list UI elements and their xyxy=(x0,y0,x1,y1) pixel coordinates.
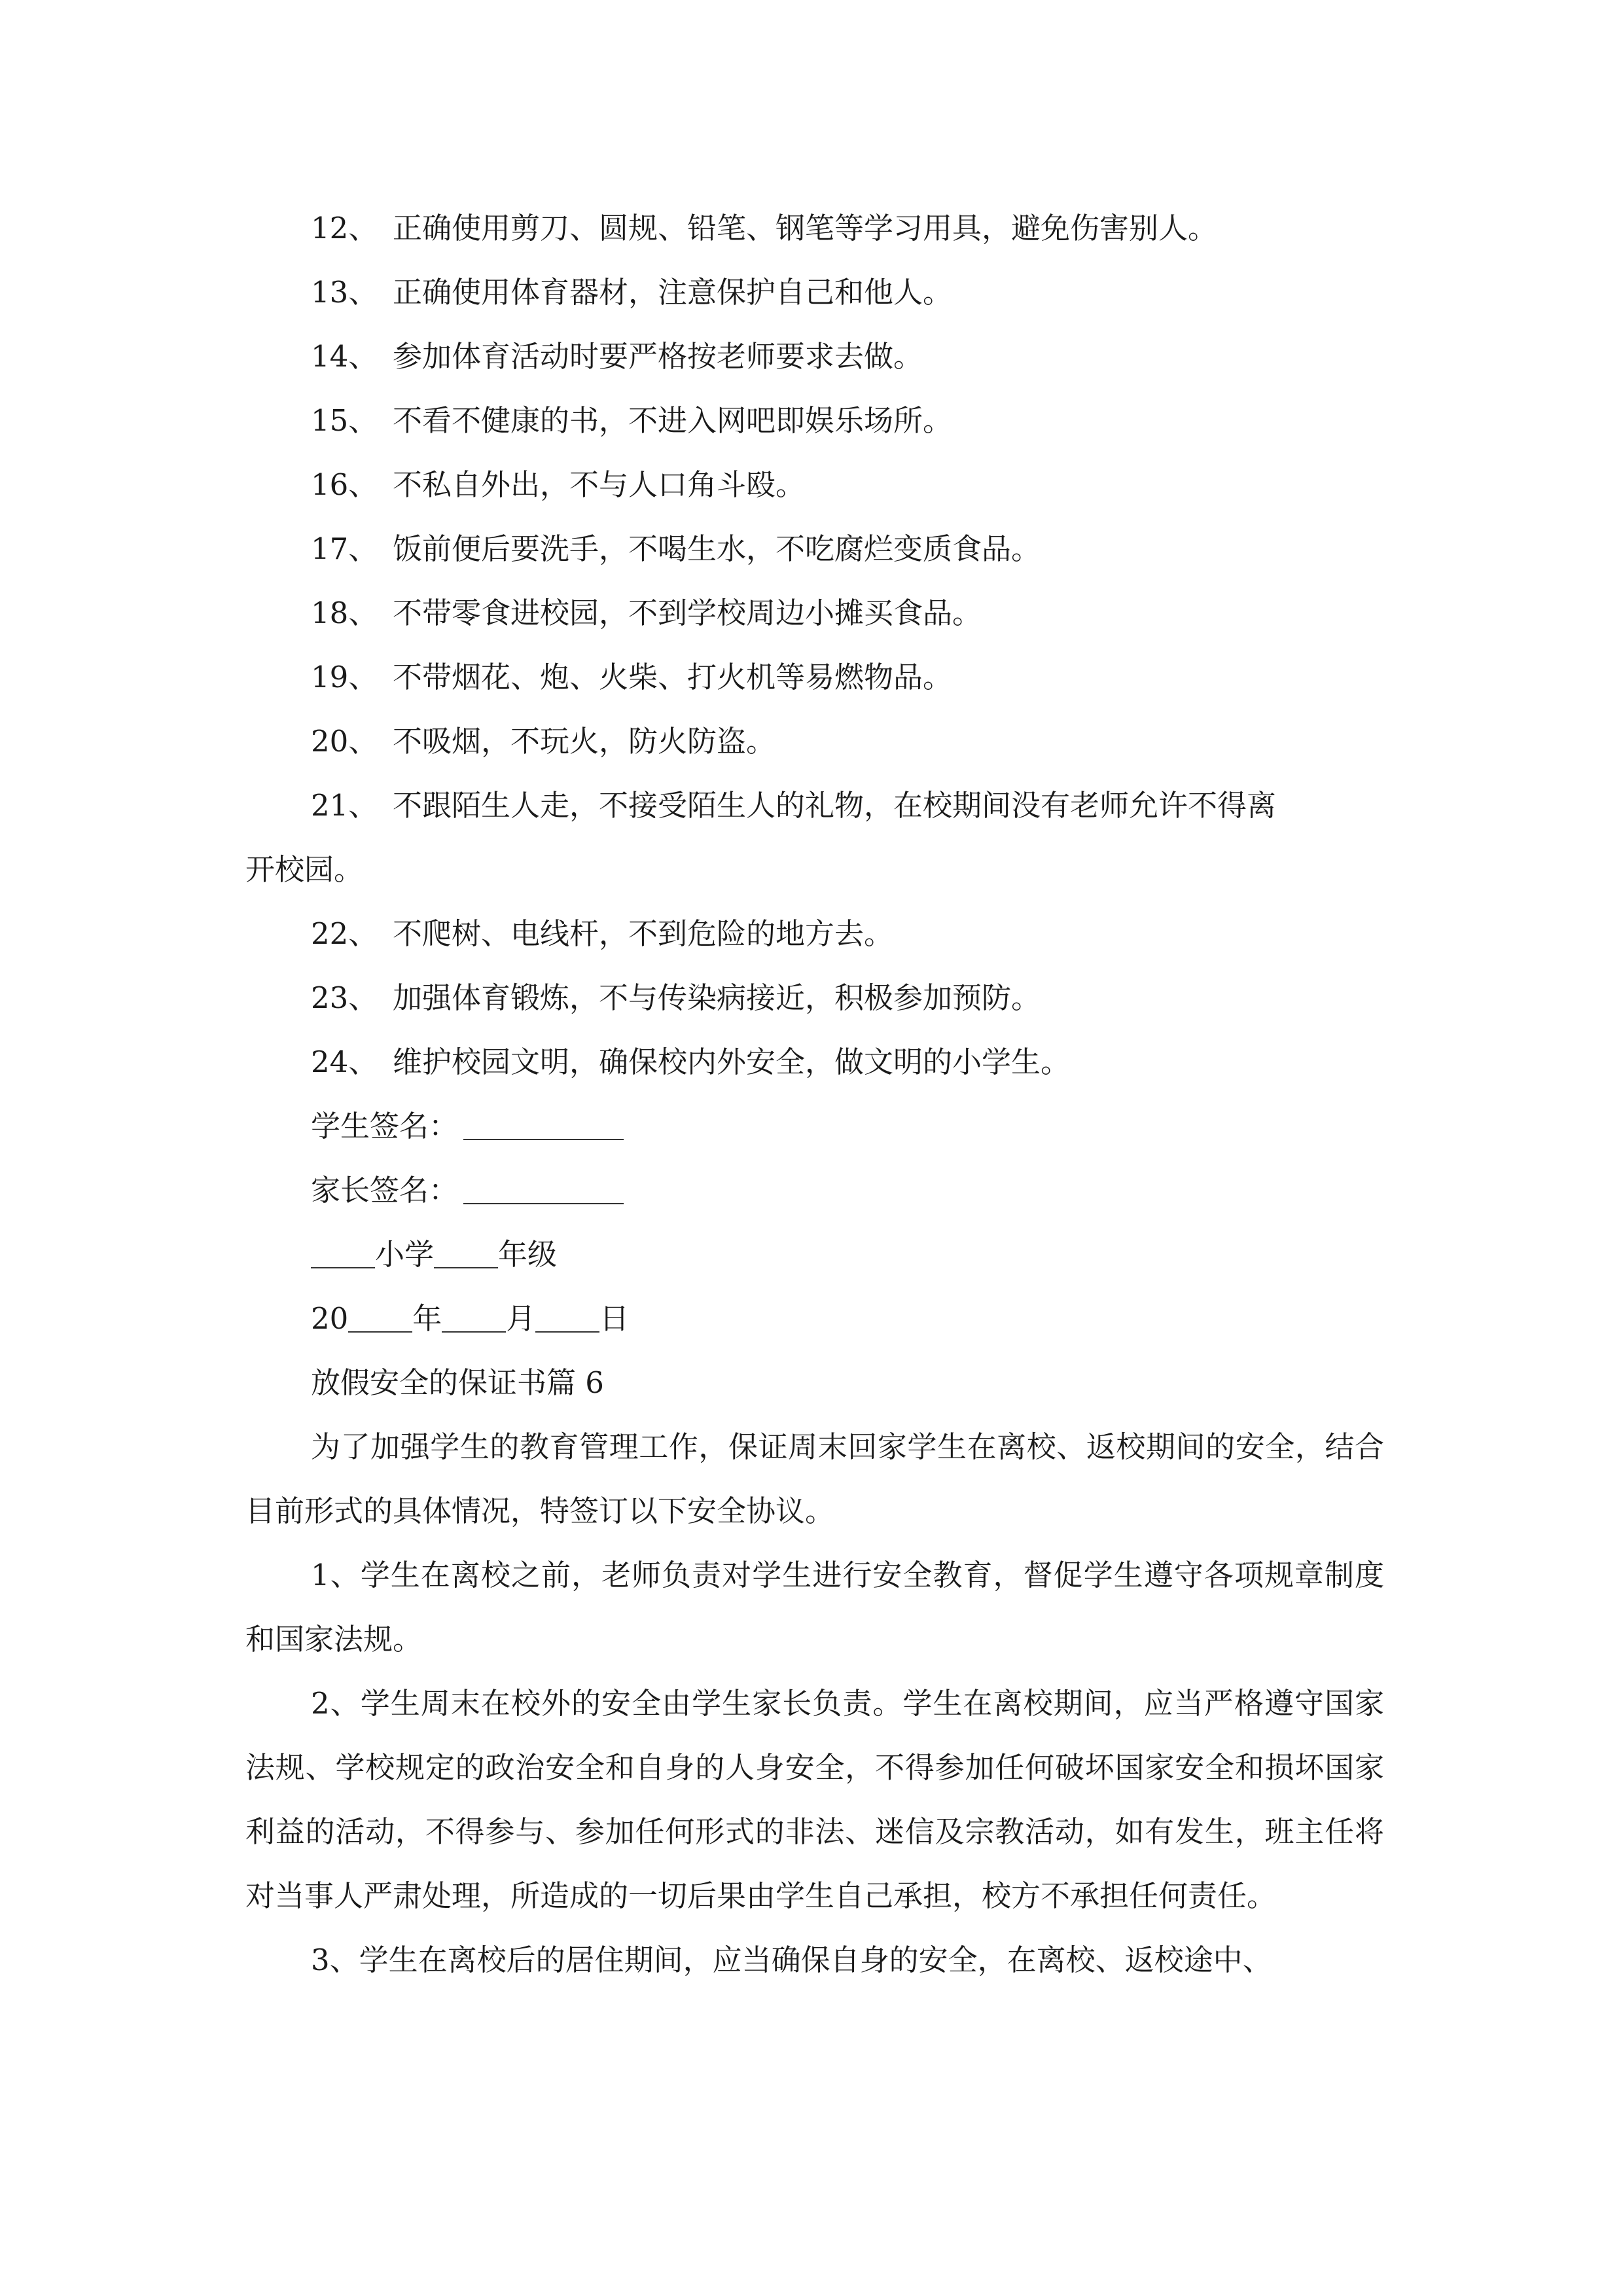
rule-text-continuation: 开校园。 xyxy=(245,852,364,887)
parent-signature-blank[interactable] xyxy=(463,1174,624,1204)
school-blank[interactable] xyxy=(311,1238,375,1268)
rule-number: 20、 xyxy=(311,724,378,759)
grade-blank[interactable] xyxy=(434,1238,498,1268)
rule-item xyxy=(245,581,1384,645)
rule-number: 21、 xyxy=(311,788,378,823)
rule-text: 不爬树、电线杆，不到危险的地方去。 xyxy=(393,916,894,951)
rule-item xyxy=(245,645,1384,709)
parent-signature-line xyxy=(245,1158,1384,1223)
rule-text: 不吸烟，不玩火，防火防盗。 xyxy=(393,724,776,759)
day-blank[interactable] xyxy=(535,1302,599,1333)
rule-text: 不私自外出，不与人口角斗殴。 xyxy=(393,467,806,502)
rule-number: 18、 xyxy=(311,596,378,630)
rule-text: 不带零食进校园，不到学校周边小摊买食品。 xyxy=(393,596,982,630)
rule-number: 22、 xyxy=(311,916,378,951)
year-label: 年 xyxy=(412,1301,442,1336)
rule-item xyxy=(245,260,1384,325)
grade-label: 年级 xyxy=(498,1237,558,1272)
student-signature-line xyxy=(245,1094,1384,1158)
year-prefix: 20 xyxy=(311,1301,349,1336)
month-label: 月 xyxy=(506,1301,536,1336)
rule-item xyxy=(245,325,1384,389)
rule-text: 饭前便后要洗手，不喝生水，不吃腐烂变质食品。 xyxy=(393,531,1041,566)
rule-item xyxy=(245,902,1384,966)
rule-number: 14、 xyxy=(311,339,378,374)
month-blank[interactable] xyxy=(442,1302,506,1333)
year-blank[interactable] xyxy=(348,1302,412,1333)
rule-text: 正确使用体育器材，注意保护自己和他人。 xyxy=(393,275,953,310)
rule-number: 15、 xyxy=(311,403,378,438)
day-label: 日 xyxy=(599,1301,630,1336)
rule-number: 17、 xyxy=(311,531,378,566)
rule-text: 维护校园文明，确保校内外安全，做文明的小学生。 xyxy=(393,1045,1071,1079)
date-line xyxy=(245,1287,1384,1351)
rule-text: 加强体育锻炼，不与传染病接近，积极参加预防。 xyxy=(393,980,1041,1015)
rule-text: 不看不健康的书，不进入网吧即娱乐场所。 xyxy=(393,403,953,438)
rule-number: 23、 xyxy=(311,980,378,1015)
rule-item xyxy=(245,709,1384,774)
rule-number: 13、 xyxy=(311,275,378,310)
rule-number: 16、 xyxy=(311,467,378,502)
rule-item xyxy=(245,389,1384,453)
rule-item xyxy=(245,517,1384,581)
paragraph-clause-1: 1、学生在离校之前，老师负责对学生进行安全教育，督促学生遵守各项规章制度和国家法规。 xyxy=(245,1558,1384,1657)
paragraph-clause-2: 2、学生周末在校外的安全由学生家长负责。学生在离校期间，应当严格遵守国家法规、学校规定的政治安全和自身的人身安全，不得参加任何破坏国家安全和损坏国家利益的活动，不得参与、参加任何形式的非法、迷信及宗教活动，如有发生，班主任将对当事人严肃处理，所造成的一切后果由学生自己承担，校方不承担任何责任。 xyxy=(245,1686,1384,1913)
paragraph-clause-3: 3、学生在离校后的居住期间，应当确保自身的安全，在离校、返校途中、 xyxy=(311,1943,1272,1977)
rule-text: 不跟陌生人走，不接受陌生人的礼物，在校期间没有老师允许不得离 xyxy=(393,788,1277,823)
rule-number: 12、 xyxy=(311,211,378,245)
rule-item xyxy=(245,774,1384,838)
school-label: 小学 xyxy=(375,1237,435,1272)
section-title: 放假安全的保证书篇 6 xyxy=(311,1365,604,1400)
school-grade-line xyxy=(245,1223,1384,1287)
rule-number: 24、 xyxy=(311,1045,378,1079)
rule-text: 不带烟花、炮、火柴、打火机等易燃物品。 xyxy=(393,660,953,694)
rule-item xyxy=(245,1030,1384,1094)
paragraph-intro: 为了加强学生的教育管理工作，保证周末回家学生在离校、返校期间的安全，结合目前形式的具体情况，特签订以下安全协议。 xyxy=(245,1429,1384,1528)
rule-text: 参加体育活动时要严格按老师要求去做。 xyxy=(393,339,923,374)
rule-item xyxy=(245,966,1384,1030)
rule-item xyxy=(245,453,1384,517)
document-body xyxy=(245,196,1384,1992)
student-signature-blank[interactable] xyxy=(463,1110,624,1140)
rule-item xyxy=(245,196,1384,260)
student-signature-label: 学生签名： xyxy=(311,1109,459,1143)
rule-number: 19、 xyxy=(311,660,378,694)
parent-signature-label: 家长签名： xyxy=(311,1173,459,1208)
rule-item-continuation xyxy=(245,838,1384,902)
rule-text: 正确使用剪刀、圆规、铅笔、钢笔等学习用具，避免伤害别人。 xyxy=(393,211,1218,245)
